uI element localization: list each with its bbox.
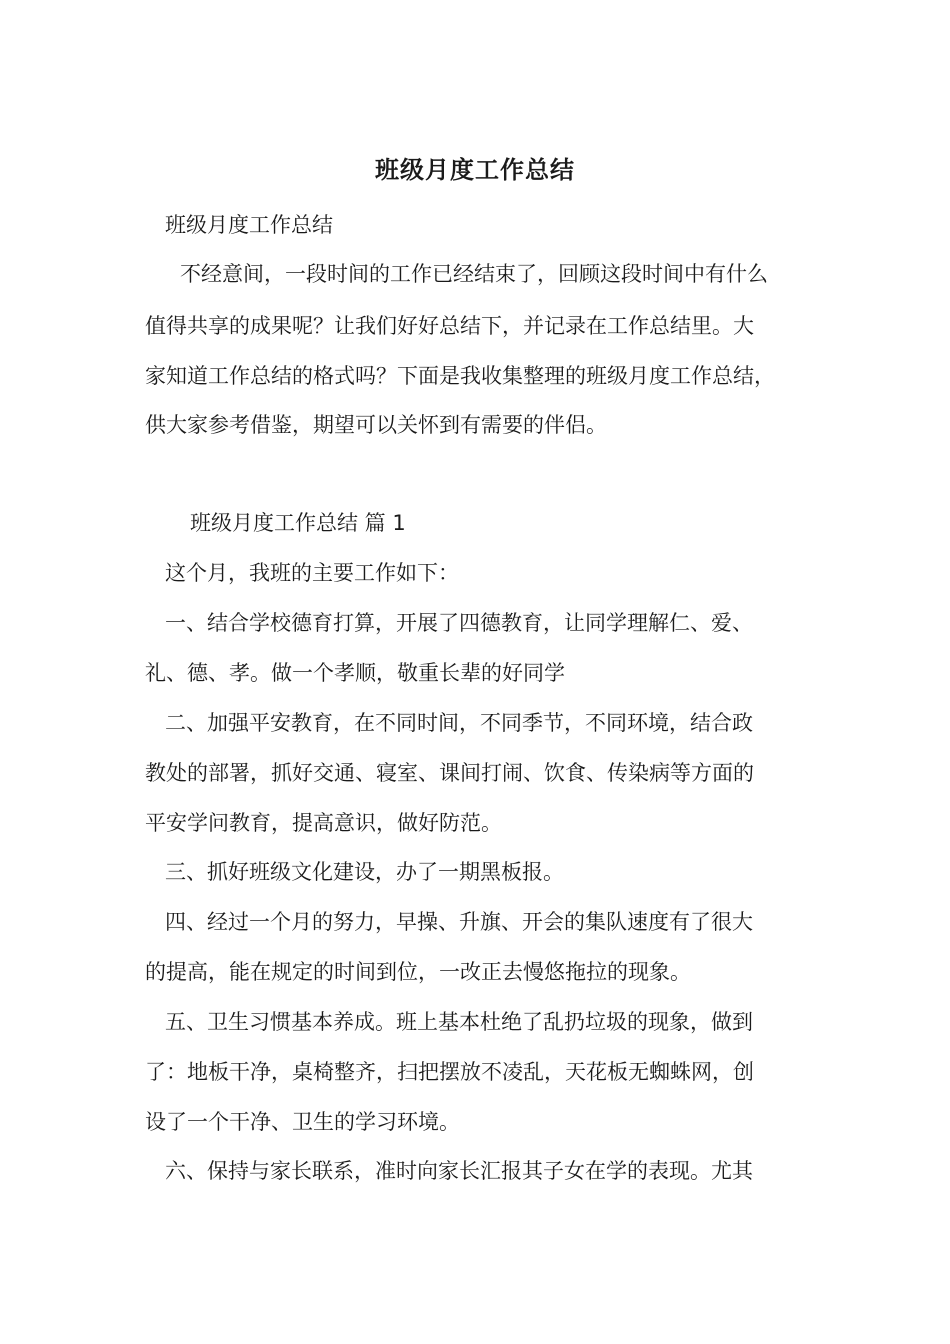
list-item-line: 了：地板干净，桌椅整齐，扫把摆放不凌乱，天花板无蜘蛛网，创	[145, 1060, 754, 1084]
lead-paragraph: 这个月，我班的主要工作如下：	[165, 561, 459, 585]
list-item-line: 六、保持与家长联系，准时向家长汇报其子女在学的表现。尤其	[165, 1159, 753, 1183]
list-item-line: 教处的部署，抓好交通、寝室、课间打闹、饮食、传染病等方面的	[145, 761, 754, 785]
list-item-line: 平安学问教育，提高意识，做好防范。	[145, 811, 502, 835]
document-title: 班级月度工作总结	[375, 156, 575, 184]
intro-line: 供大家参考借鉴，期望可以关怀到有需要的伴侣。	[145, 413, 607, 437]
list-item-line: 一、结合学校德育打算，开展了四德教育，让同学理解仁、爱、	[165, 611, 753, 635]
list-item-line: 三、抓好班级文化建设，办了一期黑板报。	[165, 860, 564, 884]
intro-line: 不经意间，一段时间的工作已经结束了，回顾这段时间中有什么	[180, 262, 768, 286]
section-heading: 班级月度工作总结 篇 1	[190, 511, 406, 535]
list-item-line: 二、加强平安教育，在不同时间，不同季节，不同环境，结合政	[165, 711, 753, 735]
list-item-line: 设了一个干净、卫生的学习环境。	[145, 1110, 460, 1134]
list-item-line: 四、经过一个月的努力，早操、升旗、开会的集队速度有了很大	[165, 910, 753, 934]
intro-line: 值得共享的成果呢？让我们好好总结下，并记录在工作总结里。大	[145, 314, 754, 338]
list-item-line: 五、卫生习惯基本养成。班上基本杜绝了乱扔垃圾的现象，做到	[165, 1010, 753, 1034]
list-item-line: 礼、德、孝。做一个孝顺，敬重长辈的好同学	[145, 661, 565, 685]
document-subtitle: 班级月度工作总结	[165, 213, 333, 237]
list-item-line: 的提高，能在规定的时间到位，一改正去慢悠拖拉的现象。	[145, 960, 691, 984]
intro-line: 家知道工作总结的格式吗？下面是我收集整理的班级月度工作总结，	[145, 364, 775, 388]
